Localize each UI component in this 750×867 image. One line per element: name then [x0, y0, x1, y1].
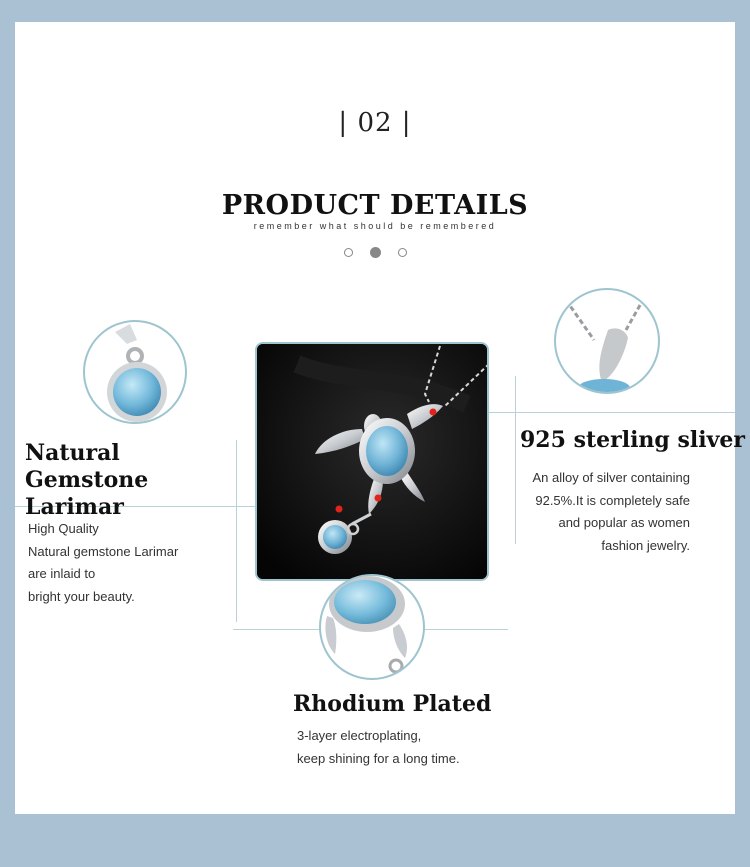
carousel-dot-3[interactable] [398, 248, 407, 257]
rhodium-detail-image [319, 574, 425, 680]
sterling-desc-line: 92.5%.It is completely safe [535, 492, 690, 508]
sterling-desc-line: An alloy of silver containing [532, 470, 690, 485]
carousel-dot-1[interactable] [344, 248, 353, 257]
page-title: PRODUCT DETAILS [221, 190, 529, 221]
sterling-description [485, 467, 690, 557]
gemstone-description [28, 518, 228, 608]
sterling-detail-image [554, 288, 660, 394]
gemstone-detail-image [83, 320, 187, 424]
rhodium-feature-title: Rhodium Plated [293, 691, 492, 717]
rhodium-desc-line: keep shining for a long time. [297, 750, 460, 766]
carousel-dot-2-active[interactable] [370, 247, 381, 258]
page-subtitle: remember what should be remembered [253, 221, 497, 231]
sterling-desc-line: fashion jewelry. [601, 537, 690, 553]
gemstone-desc-line: are inlaid to [28, 566, 96, 581]
gemstone-desc-line: Natural gemstone Larimar [28, 543, 179, 559]
section-number: | 02 | [338, 108, 412, 138]
gemstone-title-line1: Natural Gemstone [25, 440, 149, 493]
sterling-feature-title: 925 sterling sliver [520, 427, 745, 453]
main-product-image [255, 342, 489, 581]
gemstone-title-line2: Larimar [25, 494, 124, 520]
gemstone-feature-title [25, 440, 245, 521]
carousel-dots [15, 248, 735, 258]
gemstone-desc-line: bright your beauty. [28, 588, 135, 604]
product-details-card [15, 22, 745, 814]
gemstone-desc-line: High Quality [28, 521, 99, 536]
rhodium-description [297, 725, 557, 770]
sterling-desc-line: and popular as women [558, 515, 690, 530]
rhodium-desc-line: 3-layer electroplating, [297, 728, 422, 743]
